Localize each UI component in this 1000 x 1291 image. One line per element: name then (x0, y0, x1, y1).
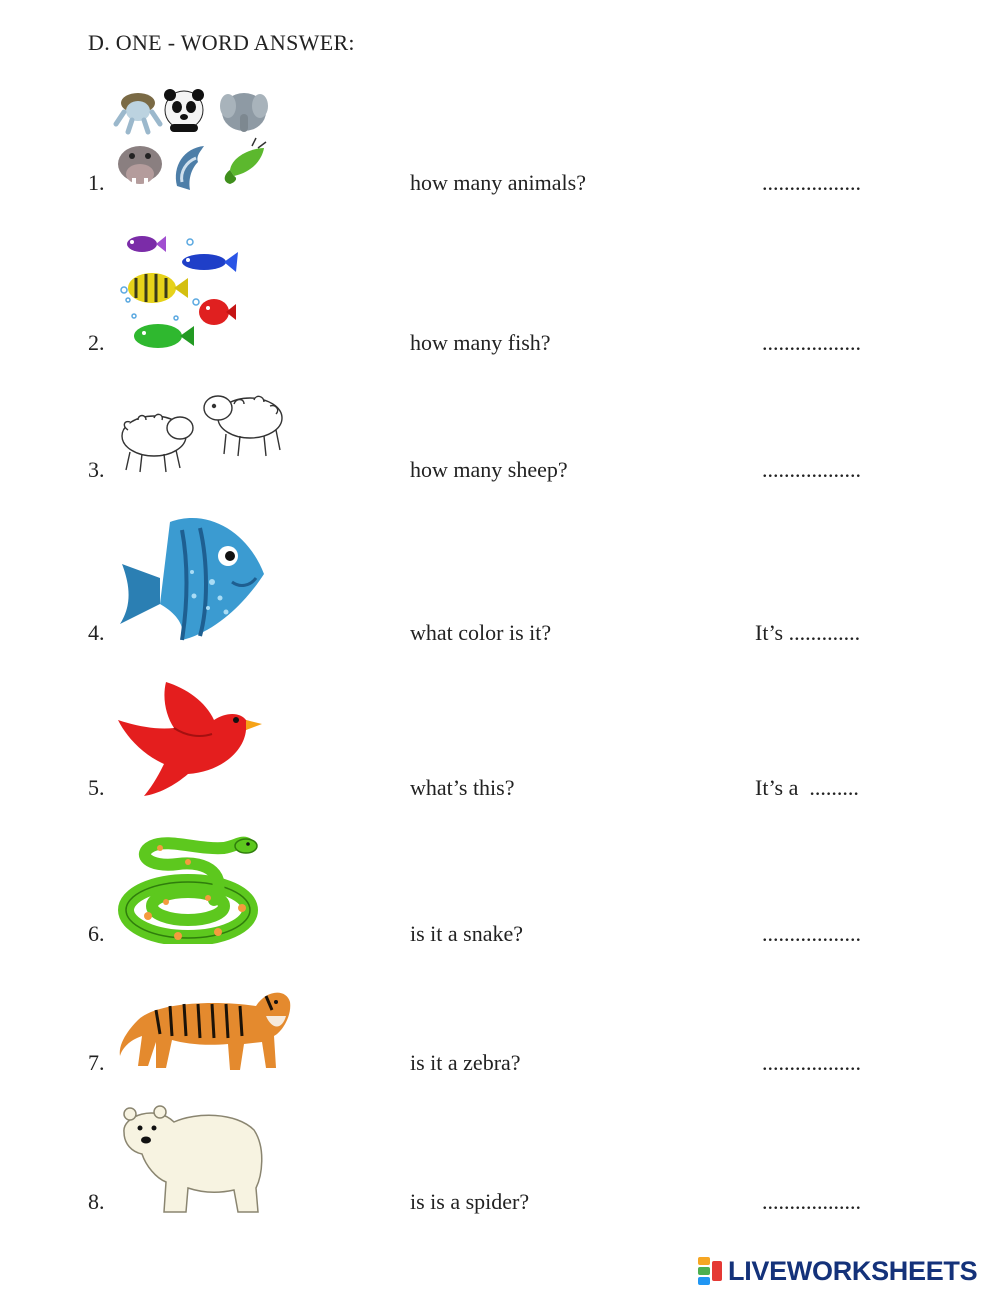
question-row-8 (0, 1189, 1000, 1219)
question-row-1 (0, 170, 1000, 200)
question-text: is is a spider? (410, 1189, 530, 1214)
answer-blank[interactable]: .................. (762, 330, 861, 355)
question-text: is it a zebra? (410, 1050, 521, 1075)
question-row-3 (0, 457, 1000, 487)
question-row-6 (0, 921, 1000, 951)
purple-fish-icon (127, 236, 166, 252)
question-row-2 (0, 330, 1000, 360)
question-number: 3. (88, 457, 105, 482)
answer-blank[interactable]: .................. (762, 1189, 861, 1214)
panda-icon (164, 89, 204, 132)
answer-blank[interactable]: .................. (762, 921, 861, 946)
brand-name: LIVEWORKSHEETS (728, 1255, 978, 1286)
question-row-5 (0, 775, 1000, 805)
question-text: how many sheep? (410, 457, 568, 482)
liveworksheets-brand[interactable] (698, 1254, 977, 1288)
question-number: 7. (88, 1050, 105, 1075)
sheep-icon (204, 396, 282, 456)
question-number: 4. (88, 620, 105, 645)
red-fish-icon (199, 299, 236, 325)
question-text: how many fish? (410, 330, 551, 355)
question-number: 5. (88, 775, 105, 800)
question-number: 2. (88, 330, 105, 355)
blue-fish-icon (182, 252, 238, 272)
elephant-icon (220, 93, 268, 132)
question-number: 6. (88, 921, 105, 946)
question-number: 8. (88, 1189, 105, 1214)
question-text: what color is it? (410, 620, 552, 645)
question-number: 1. (88, 170, 105, 195)
yellow-fish-icon (128, 273, 188, 303)
question-text: is it a snake? (410, 921, 524, 946)
turtle-icon (116, 93, 160, 132)
question-text: how many animals? (410, 170, 586, 195)
question-row-4 (0, 620, 1000, 650)
answer-blank[interactable]: It’s a ......... (755, 775, 859, 800)
answer-blank[interactable]: .................. (762, 1050, 861, 1075)
answer-blank[interactable]: .................. (762, 170, 861, 195)
worksheet-title: D. ONE - WORD ANSWER: (88, 30, 355, 55)
liveworksheets-logo-icon (698, 1257, 724, 1285)
question-text: what’s this? (410, 775, 515, 800)
question-row-7 (0, 1050, 1000, 1080)
answer-blank[interactable]: It’s ............. (755, 620, 861, 645)
answer-blank[interactable]: .................. (762, 457, 861, 482)
